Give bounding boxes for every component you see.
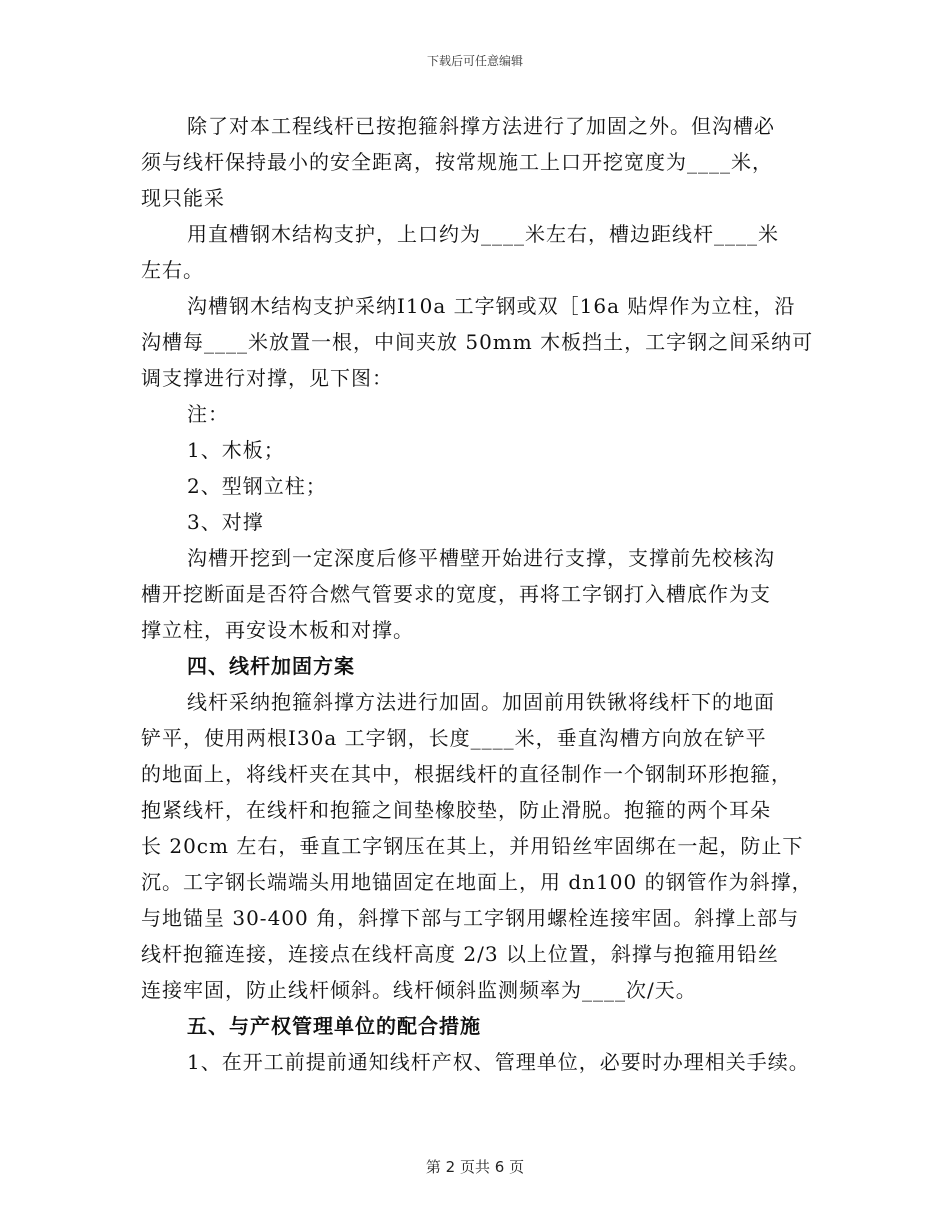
note-label: 注： <box>187 402 229 426</box>
paragraph-line: 撑立柱，再安设木板和对撑。 <box>141 618 414 642</box>
paragraph-line: 沟槽开挖到一定深度后修平槽壁开始进行支撑，支撑前先校核沟 <box>187 546 775 570</box>
paragraph-line: 槽开挖断面是否符合燃气管要求的宽度，再将工字钢打入槽底作为支 <box>141 582 771 606</box>
paragraph-line: 除了对本工程线杆已按抱箍斜撑方法进行了加固之外。但沟槽必 <box>187 114 775 138</box>
list-item: 1、木板； <box>187 438 285 462</box>
paragraph-line: 线杆采纳抱箍斜撑方法进行加固。加固前用铁锹将线杆下的地面 <box>187 690 775 714</box>
list-item: 2、型钢立柱； <box>187 474 327 498</box>
page-footer: 第 2 页共 6 页 <box>425 1158 525 1176</box>
paragraph-line: 调支撑进行对撑，见下图： <box>141 366 393 390</box>
paragraph-line: 的地面上，将线杆夹在其中，根据线杆的直径制作一个钢制环形抱箍， <box>141 762 792 786</box>
list-item: 3、对撑 <box>187 510 264 534</box>
paragraph-line: 左右。 <box>141 258 204 282</box>
section-heading: 四、线杆加固方案 <box>187 654 355 678</box>
paragraph-line: 与地锚呈 30-400 角，斜撑下部与工字钢用螺栓连接牢固。斜撑上部与 <box>141 906 800 930</box>
paragraph-line: 现只能采 <box>141 186 225 210</box>
page-header: 下载后可任意编辑 <box>426 54 523 68</box>
paragraph-line: 铲平，使用两根Ⅰ30a 工字钢，长度____米，垂直沟槽方向放在铲平 <box>141 726 767 750</box>
paragraph-line: 长 20cm 左右，垂直工字钢压在其上，并用铅丝牢固绑在一起，防止下 <box>141 834 804 858</box>
paragraph-line: 线杆抱箍连接，连接点在线杆高度 2/3 以上位置，斜撑与抱箍用铅丝 <box>141 942 779 966</box>
list-item: 1、在开工前提前通知线杆产权、管理单位，必要时办理相关手续。 <box>187 1050 810 1074</box>
paragraph-line: 用直槽钢木结构支护，上口约为____米左右，槽边距线杆____米 <box>187 222 779 246</box>
paragraph-line: 沟槽钢木结构支护采纳Ⅰ10a 工字钢或双［16a 贴焊作为立柱，沿 <box>187 294 796 318</box>
section-heading: 五、与产权管理单位的配合措施 <box>187 1014 481 1038</box>
paragraph-line: 沟槽每____米放置一根，中间夹放 50mm 木板挡土，工字钢之间采纳可 <box>141 330 814 354</box>
paragraph-line: 须与线杆保持最小的安全距离，按常规施工上口开挖宽度为____米， <box>141 150 773 174</box>
document-body <box>141 108 831 1080</box>
paragraph-line: 连接牢固，防止线杆倾斜。线杆倾斜监测频率为____次/天。 <box>141 978 697 1002</box>
paragraph-line: 沉。工字钢长端端头用地锚固定在地面上，用 dn100 的钢管作为斜撑， <box>141 870 813 894</box>
paragraph-line: 抱紧线杆，在线杆和抱箍之间垫橡胶垫，防止滑脱。抱箍的两个耳朵 <box>141 798 771 822</box>
